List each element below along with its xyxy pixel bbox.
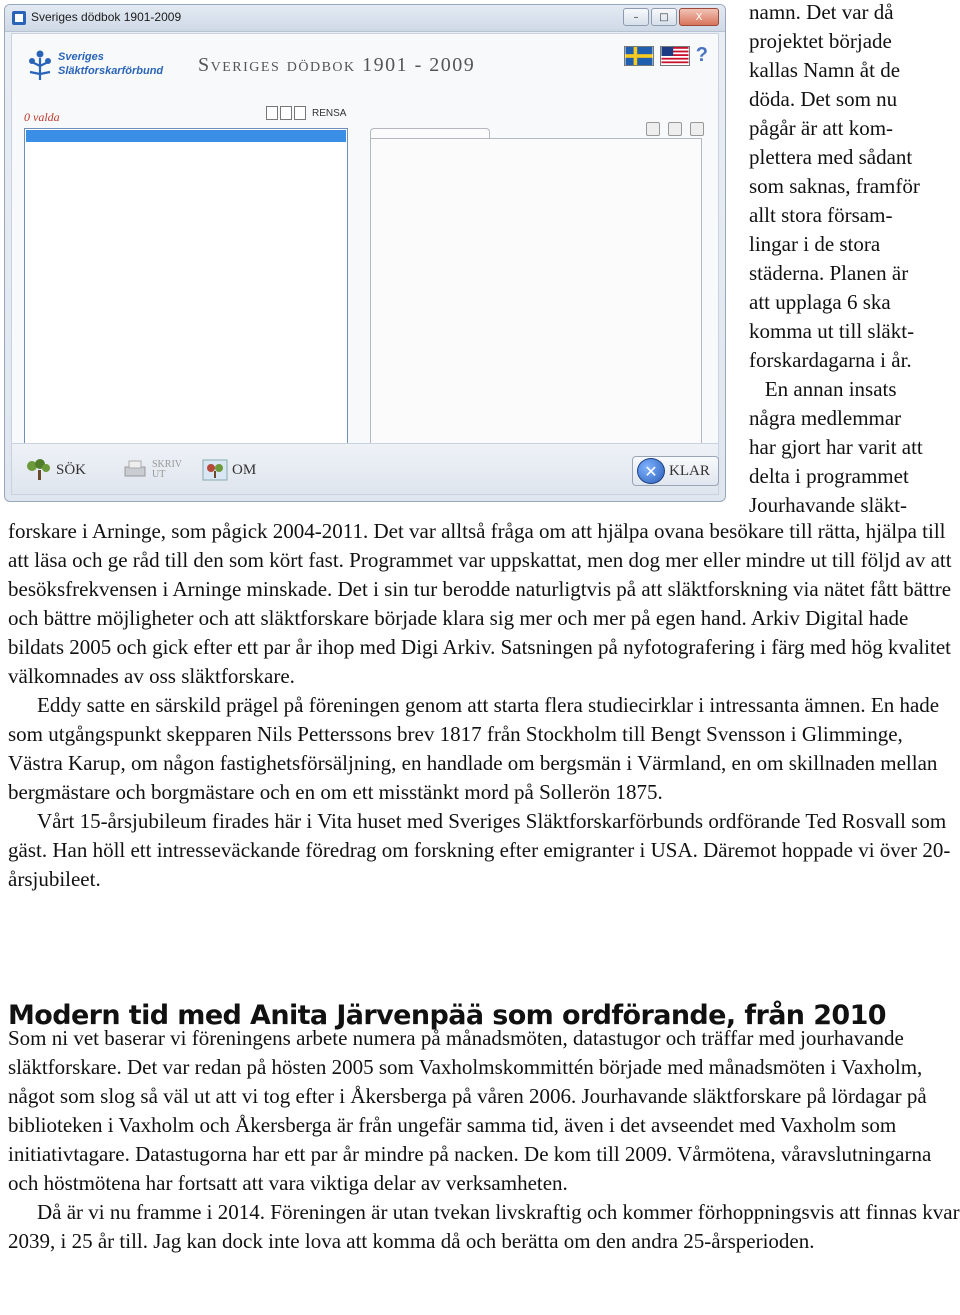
person-icon[interactable] [646,122,660,136]
results-list[interactable] [24,128,348,450]
done-label: KLAR [669,462,710,479]
paragraph: Eddy satte en särskild prägel på föreningen genom att starta flera studiecirklar i intressanta ämnen. En hade som utgångspunkt skepparen Nils Petterssons brev 1817 från Stockholm till Bengt Svensson i Glimminge, Västra Karup, om någon fastighetsförsäljning, en handlade om bergsmän i Värmland, en om skillnaden mellan bergmästare och borgmästare och en om ett misstänkt mord på Sollerön 1875. [8,693,940,804]
document-icon[interactable] [690,122,704,136]
brand-line-2: Släktforskarförbund [58,65,164,77]
wrap-line: kallas Namn åt de [749,58,901,82]
wrap-line: pågår är att kom- [749,116,894,140]
app-client-area [11,33,719,495]
detail-folder [370,138,702,450]
detail-toolbar [646,122,704,136]
window-title: Sveriges dödbok 1901-2009 [31,10,182,24]
wrap-line: allt stora försam- [749,203,893,227]
wrap-line: En annan insats [749,377,897,401]
window-controls [623,8,719,26]
copy-icon[interactable] [294,106,306,120]
wrap-line: lingar i de stora [749,232,881,256]
close-button[interactable]: X [679,8,719,26]
close-circle-icon: ✕ [637,458,665,484]
language-flags [624,44,708,67]
window-titlebar [5,5,725,32]
brand-logo [26,48,166,86]
wrap-line: komma ut till släkt- [749,319,915,343]
app-screenshot [4,4,726,502]
section-heading: Modern tid med Anita Järvenpää som ordförande, från 2010 [8,1000,886,1032]
wrapped-text-column [749,0,957,520]
maximize-button[interactable]: □ [651,8,677,26]
tree-logo-icon [26,48,54,82]
selected-count: 0 valda [24,110,60,124]
search-button[interactable] [26,456,86,484]
wrap-line: forskardagarna i år. [749,348,912,372]
done-button[interactable] [632,456,719,486]
wrap-line: plettera med sådant [749,145,913,169]
wrap-line: städerna. Planen är [749,261,909,285]
about-button[interactable] [202,456,256,484]
open-book-icon[interactable] [280,106,292,120]
wrap-line: projektet började [749,29,892,53]
wrap-line: Jourhavande släkt- [749,493,908,517]
help-icon[interactable]: ? [695,44,708,66]
about-label: OM [232,461,257,478]
print-button[interactable] [122,456,182,484]
swedish-flag-icon[interactable] [624,46,654,66]
search-label: SÖK [56,461,87,478]
wrap-line: döda. Det som nu [749,87,898,111]
clear-button[interactable]: RENSA [312,107,347,119]
folder-icon[interactable] [668,122,682,136]
wrap-line: några medlemmar [749,406,902,430]
minimize-button[interactable]: – [623,8,649,26]
app-icon [11,10,27,26]
wrap-line: att upplaga 6 ska [749,290,891,314]
bottom-toolbar [12,443,718,494]
paragraph: Som ni vet baserar vi föreningens arbete numera på månadsmöten, datastugor och träffar med jourhavande släktforskare. Det var redan på hösten 2005 som Vaxholmskommittén började med månadsmöten i Vaxholm, något som slog så väl ut att vi tog efter i Åkersberga på våren 2006. Jourhavande släktforskare på lördagar på biblioteken i Vaxholm och Åkersberga är från ungefär samma tid, även i det avseendet med Vaxholm som initiativtagare. Datastugorna har ett par år mindre på nacken. De kom till 2009. Vårmötena, våravslutningarna och höstmötena har fortsatt att vara viktiga delar av verksamheten. [8,1026,932,1195]
paragraph: Vårt 15-årsjubileum firades här i Vita huset med Sveriges Släktforskarförbunds ordförande Ted Rosvall som gäst. Han höll ett intresseväckande föredrag om forskning efter emigranter i USA. Däremot hoppade vi över 20-årsjubileet. [8,809,951,891]
app-title: Sveriges dödbok 1901 - 2009 [198,54,476,76]
paragraph: forskare i Arninge, som pågick 2004-2011. Det var alltså fråga om att hjälpa ovana besökare till rätta, hjälpa till att läsa och ge råd till den som kört fast. Programmet var uppskattat, men dog mer eller mindre ut till följd av att besöksfrekvensen i Arninge minskade. Det i sin tur berodde naturligtvis på att släktforskning via nätet fått bättre och bättre möjligheter och att släktforskare började klara sig mer och mer på egen hand. Arkiv Digital hade bildats 2005 och gick efter ett par år ihop med Digi Arkiv. Satsningen på nyfotografering i färg med hög kvalitet välkomnades av oss släktforskare. [8,519,952,688]
us-flag-icon[interactable] [660,46,690,66]
list-toolbar [266,106,346,120]
printer-icon [122,458,148,482]
wrap-line: har gjort har varit att [749,435,923,459]
family-tree-icon [26,458,52,482]
wrap-line: namn. Det var då [749,0,894,24]
wrap-line: som saknas, framför [749,174,920,198]
info-tree-icon [202,458,228,482]
print-label: SKRIV UT [152,459,183,480]
article-section-2 [8,1024,960,1256]
blank-page-icon[interactable] [266,106,278,120]
paragraph: Då är vi nu framme i 2014. Föreningen är utan tvekan livskraftig och kommer förhoppningsvis att finnas kvar 2039, i 25 år till. Jag kan dock inte lova att komma då och berätta om den andra 25-årsperioden. [8,1200,960,1253]
selected-row[interactable] [26,130,346,142]
article-body [8,517,960,894]
wrap-line: delta i programmet [749,464,909,488]
brand-line-1: Sveriges [58,51,104,63]
